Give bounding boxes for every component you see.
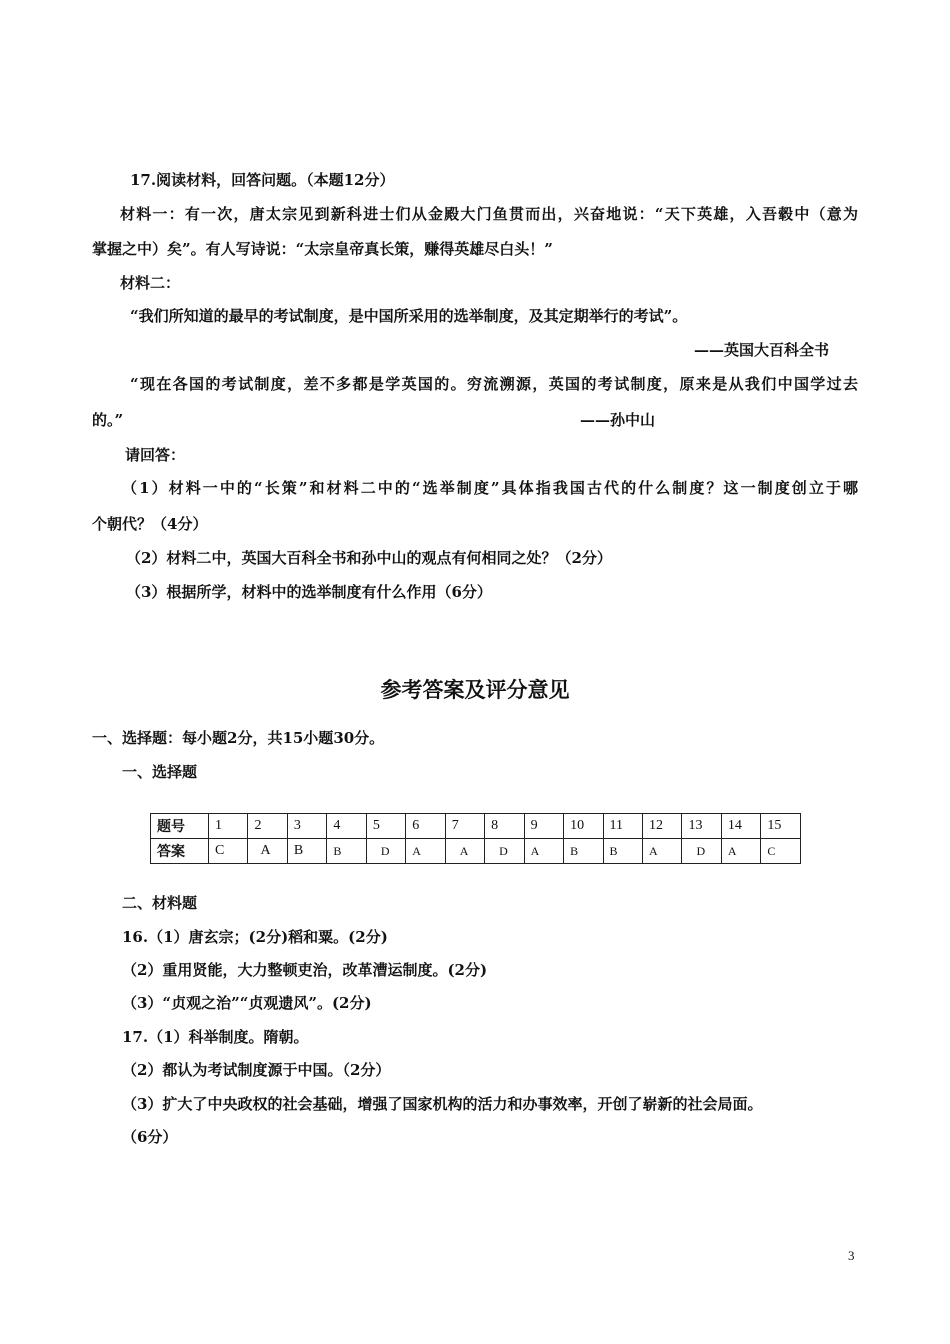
answer-cell: D <box>485 839 524 864</box>
answer-cell: D <box>366 839 405 864</box>
q17-part3: （3）根据所学，材料中的选举制度有什么作用（6分） <box>126 583 492 601</box>
answer-table <box>150 813 801 864</box>
q17-part1-line1: （1）材料一中的“长策”和材料二中的“选举制度”具体指我国古代的什么制度？这一制度创立于哪 <box>122 479 858 497</box>
answer-17-part3-line1: （3）扩大了中央政权的社会基础，增强了国家机构的活力和办事效率，开创了崭新的社会局面。 <box>122 1095 763 1113</box>
question-number-cell: 6 <box>406 814 445 839</box>
question-number-cell: 3 <box>287 814 326 839</box>
answer-cell: C <box>209 839 248 864</box>
question-number-cell: 12 <box>642 814 681 839</box>
quote2-line1: “现在各国的考试制度，差不多都是学英国的。穷流溯源，英国的考试制度，原来是从我们中国学过去 <box>130 375 858 393</box>
q17-part1-line2: 个朝代？（4分） <box>92 515 208 533</box>
quote1-source: ——英国大百科全书 <box>694 341 830 359</box>
question-number-cell: 15 <box>761 814 801 839</box>
question-number-cell: 7 <box>445 814 484 839</box>
answer-cell: A <box>406 839 445 864</box>
question-number-cell: 4 <box>327 814 366 839</box>
page-number: 3 <box>848 1248 855 1263</box>
answer-16-part3: （3）“贞观之治”“贞观遗风”。(2分) <box>122 994 372 1012</box>
answer-cell: A <box>524 839 563 864</box>
q17-heading: 17.阅读材料，回答问题。（本题12分） <box>130 171 395 189</box>
quote2-line2: 的。” <box>92 411 124 429</box>
answer-prompt: 请回答： <box>125 446 186 464</box>
question-number-cell: 1 <box>209 814 248 839</box>
section2-header: 二、材料题 <box>122 894 198 912</box>
answer-cell: A <box>445 839 484 864</box>
answer-cell: B <box>327 839 366 864</box>
table-row-answers <box>151 839 801 864</box>
question-number-cell: 9 <box>524 814 563 839</box>
row-label-number: 题号 <box>151 814 209 839</box>
material1-line2: 掌握之中）矣”。有人写诗说：“太宗皇帝真长策，赚得英雄尽白头！” <box>92 240 553 258</box>
answer-cell: A <box>248 839 287 864</box>
question-number-cell: 14 <box>721 814 760 839</box>
answer-cell: D <box>682 839 721 864</box>
answer-16-part2: （2）重用贤能，大力整顿吏治，改革漕运制度。(2分) <box>122 961 488 979</box>
quote1: “我们所知道的最早的考试制度，是中国所采用的选举制度，及其定期举行的考试”。 <box>130 307 688 325</box>
section1-subheader: 一、选择题 <box>122 763 198 781</box>
answer-16-part1: 16.（1）唐玄宗；(2分)稻和粟。(2分) <box>122 928 388 946</box>
answer-key-title: 参考答案及评分意见 <box>380 678 570 702</box>
answer-cell: A <box>721 839 760 864</box>
answer-cell: C <box>761 839 801 864</box>
table-row-numbers <box>151 814 801 839</box>
answer-17-part2: （2）都认为考试制度源于中国。（2分） <box>122 1061 391 1079</box>
answer-cell: B <box>603 839 642 864</box>
q17-part2: （2）材料二中，英国大百科全书和孙中山的观点有何相同之处？（2分） <box>126 549 612 567</box>
question-number-cell: 2 <box>248 814 287 839</box>
question-number-cell: 5 <box>366 814 405 839</box>
answer-cell: A <box>642 839 681 864</box>
answer-cell: B <box>564 839 603 864</box>
answer-cell: B <box>287 839 326 864</box>
question-number-cell: 10 <box>564 814 603 839</box>
answer-17-part1: 17.（1）科举制度。隋朝。 <box>122 1028 309 1046</box>
quote2-source: ——孙中山 <box>580 411 656 429</box>
question-number-cell: 8 <box>485 814 524 839</box>
answer-17-part3-line2: （6分） <box>122 1128 178 1146</box>
section1-header: 一、选择题：每小题2分，共15小题30分。 <box>92 729 385 747</box>
material2-label: 材料二： <box>120 274 181 292</box>
row-label-answer: 答案 <box>151 839 209 864</box>
question-number-cell: 13 <box>682 814 721 839</box>
material1-line1: 材料一：有一次，唐太宗见到新科进士们从金殿大门鱼贯而出，兴奋地说：“天下英雄，入吾毂中（意为 <box>120 205 858 223</box>
question-number-cell: 11 <box>603 814 642 839</box>
